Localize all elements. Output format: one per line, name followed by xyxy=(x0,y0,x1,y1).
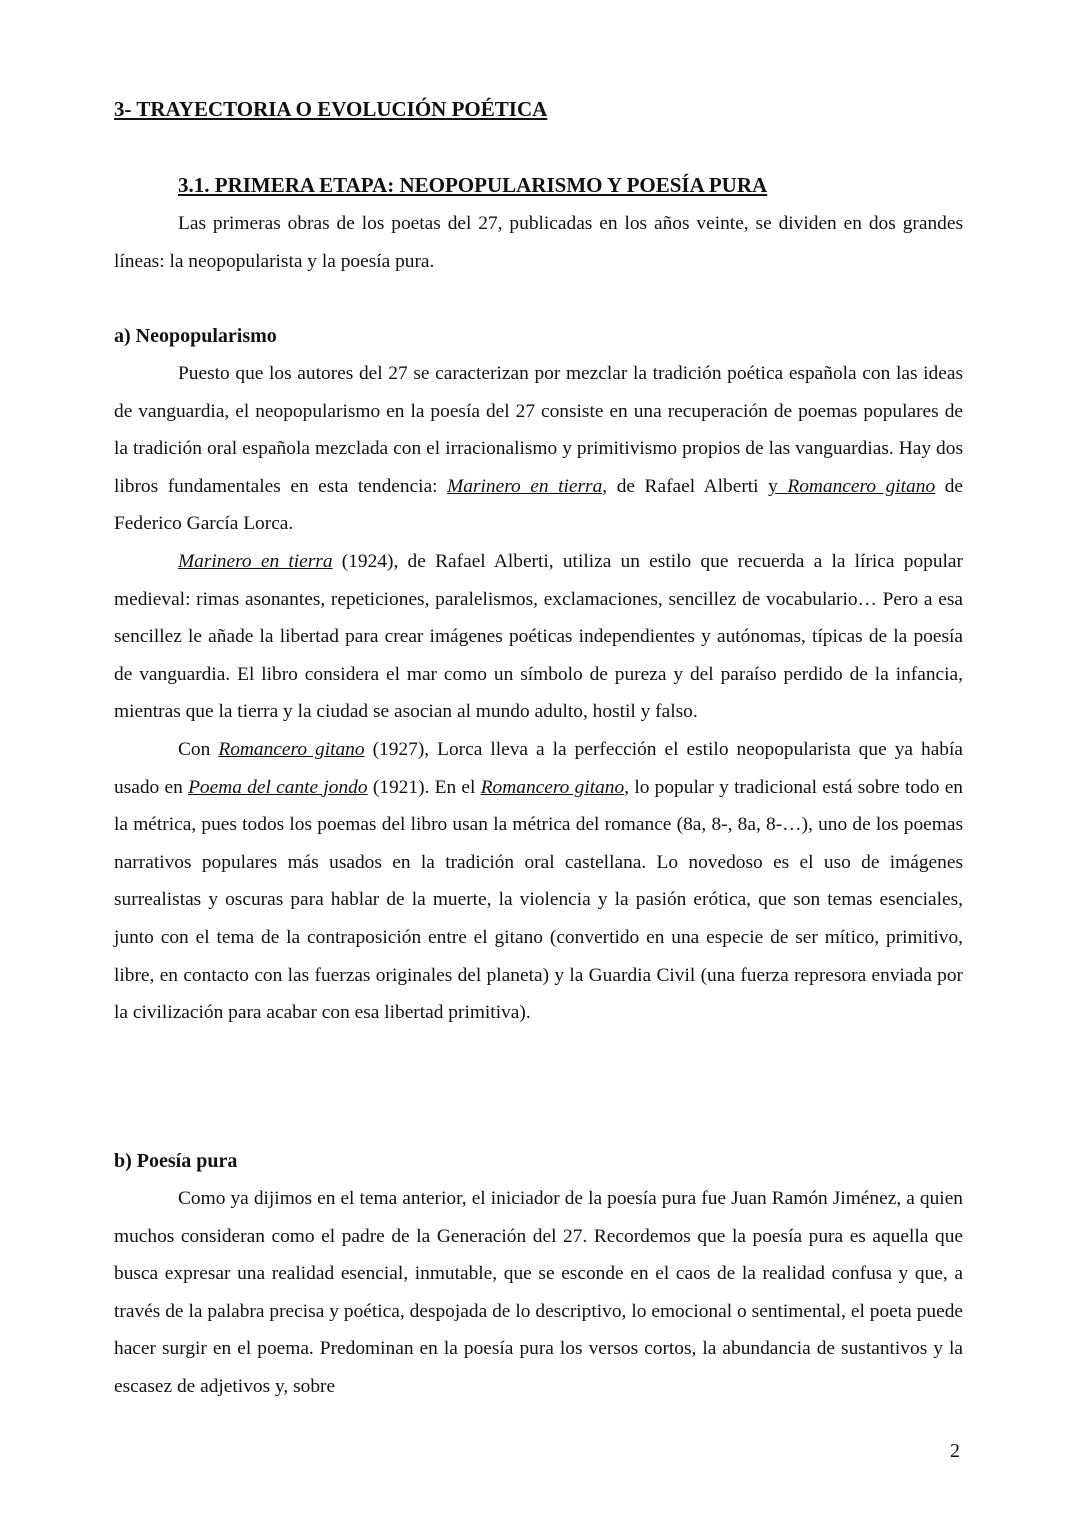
text-run: (1921). En el xyxy=(367,776,481,798)
book-title-romancero: Romancero gitano xyxy=(218,738,365,760)
text-run: (1924), de Rafael Alberti, utiliza un estilo que recuerda a la lírica popular medieval: rimas asonantes, repeticiones, paralelismos, exclamaciones, sencillez de vocabulario… Pero a esa sencillez le añade la libertad para crear imágenes poéticas independientes y autónomas, típicas de la poesía de vanguardia. El libro considera el mar como un símbolo de pureza y del paraíso perdido de la infancia, mientras que la tierra y la ciudad se asocian al mundo adulto, hostil y falso. xyxy=(114,550,963,723)
section-a-paragraph-2 xyxy=(114,543,963,731)
section-b-paragraph-1: Como ya dijimos en el tema anterior, el iniciador de la poesía pura fue Juan Ramón Jiménez, a quien muchos consideran como el padre de la Generación del 27. Recordemos que la poesía pura es aquella que busca expresar una realidad esencial, inmutable, que se esconde en el caos de la realidad confusa y que, a través de la palabra precisa y poética, despojada de lo descriptivo, lo emocional o sentimental, el poeta puede hacer surgir en el poema. Predominan en la poesía pura los versos cortos, la abundancia de sustantivos y la escasez de adjetivos y, sobre xyxy=(114,1188,963,1397)
subsection-heading: 3.1. PRIMERA ETAPA: NEOPOPULARISMO Y POESÍA PURA xyxy=(178,173,768,197)
section-a-body xyxy=(114,355,963,1032)
section-a-paragraph-3 xyxy=(114,731,963,1032)
section-a-title: a) Neopopularismo xyxy=(114,325,277,347)
section-b-title: b) Poesía pura xyxy=(114,1150,238,1172)
book-title-cante-jondo: Poema del cante jondo xyxy=(188,776,368,798)
page-number: 2 xyxy=(950,1440,960,1462)
text-run: (1927), Lorca lleva a la perfección el estilo neopopularista que ya había usado en xyxy=(114,738,963,798)
book-title-marinero: Marinero en tierra xyxy=(447,475,603,497)
book-title-marinero: Marinero en tierra xyxy=(178,550,333,572)
intro-paragraph-block xyxy=(114,205,963,280)
text-run: , lo popular y tradicional está sobre todo en la métrica, pues todos los poemas del libro usan la métrica del romance (8a, 8-, 8a, 8-…), uno de los poemas narrativos populares más usados en la tradición oral castellana. Lo novedoso es el uso de imágenes surrealistas y oscuras para hablar de la muerte, la violencia y la pasión erótica, que son temas esenciales, junto con el tema de la contraposición entre el gitano (convertido en una especie de ser mítico, primitivo, libre, en contacto con las fuerzas originales del planeta) y la Guardia Civil (una fuerza represora enviada por la civilización para acabar con esa libertad primitiva). xyxy=(114,776,963,1024)
section-b-body xyxy=(114,1180,963,1406)
text-run: Puesto que los autores del 27 se caracterizan por mezclar la tradición poética española con las ideas de vanguardia, el neopopularismo en la poesía del 27 consiste en una recuperación de poemas populares de la tradición oral española mezclada con el irracionalismo y primitivismo propios de las vanguardias. Hay dos libros fundamentales en esta tendencia: xyxy=(114,363,963,497)
section-a-paragraph-1 xyxy=(114,355,963,543)
text-run: Con xyxy=(178,738,219,760)
section-heading: 3- TRAYECTORIA O EVOLUCIÓN POÉTICA xyxy=(114,97,548,121)
text-run-underlined: y xyxy=(768,475,788,497)
intro-paragraph: Las primeras obras de los poetas del 27, publicadas en los años veinte, se dividen en dos grandes líneas: la neopopularista y la poesía pura. xyxy=(114,213,963,272)
book-title-romancero: Romancero gitano xyxy=(480,776,625,798)
text-run: , de Rafael Alberti xyxy=(602,475,769,497)
book-title-romancero: Romancero gitano xyxy=(787,475,936,497)
text-run: de Federico García Lorca. xyxy=(114,475,963,535)
